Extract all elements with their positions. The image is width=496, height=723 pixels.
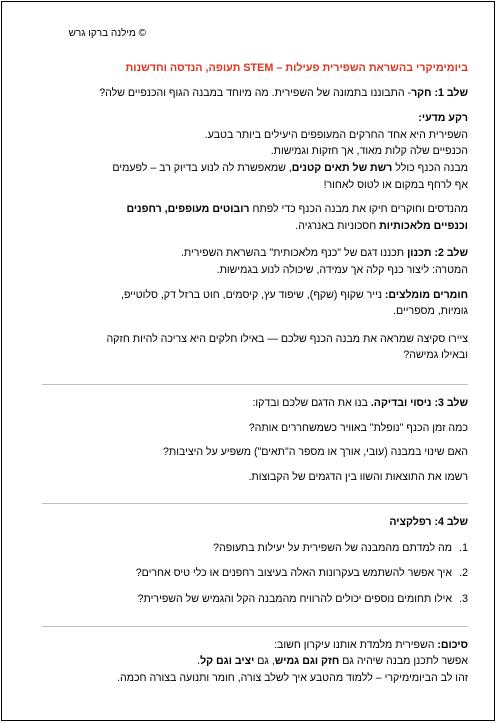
reflection-item <box>42 540 468 557</box>
document-content <box>42 60 468 686</box>
step1-text: - התבוננו בתמונה של השפירית. מה מיוחד במבנה הגוף והכנפיים שלה? <box>99 86 412 99</box>
reflection-item-text: אילו תחומים נוספים יכולים להרוויח מהמבנה הקל והגמיש של השפירית? <box>137 593 452 606</box>
step3-question-2: האם שינוי במבנה (עובי, אורך או מספר ה"תאים") משפיע על היציבות? <box>162 446 468 459</box>
summary-line-2-e: . <box>197 655 201 668</box>
summary-line-2-c: , גם <box>254 655 275 668</box>
reflection-item-text: איך אפשר להשתמש בעקרונות האלה בעיצוב רחפנים או כלי טיס אחרים? <box>135 567 452 580</box>
reflection-item-number: 3. <box>459 593 468 606</box>
step3-label: שלב 3: ניסוי ובדיקה. <box>370 396 468 409</box>
background-heading: רקע מדעי: <box>418 112 468 125</box>
materials-label: חומרים מומלצים: <box>384 288 468 301</box>
step3-question-1: כמה זמן הכנף "נופלת" באוויר כשמשחררים אותה? <box>248 421 468 434</box>
step2-sketch-1: ציירו סקיצה שמראה את מבנה הכנף שלכם — באילו חלקים היא צריכה להיות חזקה <box>106 332 468 345</box>
step2-materials-2: גומיות, מספריים. <box>393 305 468 318</box>
background-line-5 <box>42 201 468 218</box>
step1-label: שלב 1: חקר <box>411 86 468 99</box>
background-line-6 <box>42 218 468 235</box>
step2-label: שלב 2: תכנון <box>407 247 468 260</box>
step2-sketch-2: ובאילו גמישה? <box>403 349 468 362</box>
section-divider-2 <box>42 503 468 504</box>
reflection-list <box>42 540 468 608</box>
background-line-5-a: מהנדסים וחוקרים חיקו את מבנה הכנף כדי לפתח <box>249 203 468 216</box>
background-line-6-b: חסכוניות באנרגיה. <box>295 219 380 232</box>
background-line-3-bold: רשת של תאים קטנים <box>291 161 393 174</box>
background-line-5-bold: רובוטים מעופפים, רחפנים <box>126 203 250 216</box>
reflection-item <box>42 591 468 608</box>
copyright-text: © מילנה ברקו גרש <box>68 28 146 39</box>
summary-line-2 <box>42 653 468 670</box>
section-divider-1 <box>42 384 468 385</box>
document-page <box>1 1 495 721</box>
summary-text: השפירית מלמדת אותנו עיקרון חשוב: <box>274 638 438 651</box>
step2-text: תכננו דגם של "כנף מלאכותית" בהשראת השפירית. <box>180 247 408 260</box>
summary-line-3: זהו לב הביומימיקרי – ללמוד מהטבע איך לשלב צורה, חומר ותנועה בצורה חכמה. <box>117 671 468 684</box>
step4-label: שלב 4: רפלקציה <box>389 516 468 529</box>
step2-materials <box>42 287 468 304</box>
background-line-4: אף לרחף במקום או לטוס לאחור! <box>323 178 468 191</box>
reflection-item <box>42 565 468 582</box>
summary-bold-2: יציב וגם קל <box>200 655 255 668</box>
step3-text: בנו את הדגם שלכם ובדקו: <box>252 396 371 409</box>
step1-paragraph <box>42 85 468 102</box>
background-line-2: הכנפיים שלה קלות מאוד, אך חזקות וגמישות. <box>270 145 468 158</box>
background-line-1: השפירית היא אחד החרקים המעופפים היעילים ביותר בטבע. <box>204 128 468 141</box>
step2-goal: המטרה: ליצור כנף קלה אך עמידה, שיכולה לנוע בגמישות. <box>216 263 468 276</box>
background-line-3-c: , שמאפשרת לה לנוע בדיוק רב – לפעמים <box>112 161 292 174</box>
background-line-6-bold: וכנפיים מלאכותיות <box>379 219 468 232</box>
summary-label: סיכום: <box>437 638 468 651</box>
summary-paragraph <box>42 637 468 654</box>
reflection-item-number: 2. <box>459 567 468 580</box>
materials-text: נייר שקוף (שקף), שיפוד עץ, קיסמים, חוט ברזל דק, סלוטייפ, <box>121 288 385 301</box>
summary-line-2-a: אפשר לתכנן מבנה שיהיה גם <box>339 655 468 668</box>
step3-question-3: רשמו את התוצאות והשוו בין הדגמים של הקבוצות. <box>248 470 468 483</box>
step3-paragraph <box>42 395 468 412</box>
section-divider-3 <box>42 626 468 627</box>
summary-bold-1: חזק וגם גמיש <box>274 655 340 668</box>
background-line-3-a: מבנה הכנף כולל <box>392 161 468 174</box>
step2-paragraph <box>42 245 468 262</box>
reflection-item-text: מה למדתם מהמבנה של השפירית על יעילות בתעופה? <box>213 541 452 554</box>
document-title: ביומימיקרי בהשראת השפירית פעילות – STEM תעופה, הנדסה וחדשנות <box>125 62 468 74</box>
reflection-item-number: 1. <box>459 541 468 554</box>
background-line-3 <box>42 160 468 177</box>
